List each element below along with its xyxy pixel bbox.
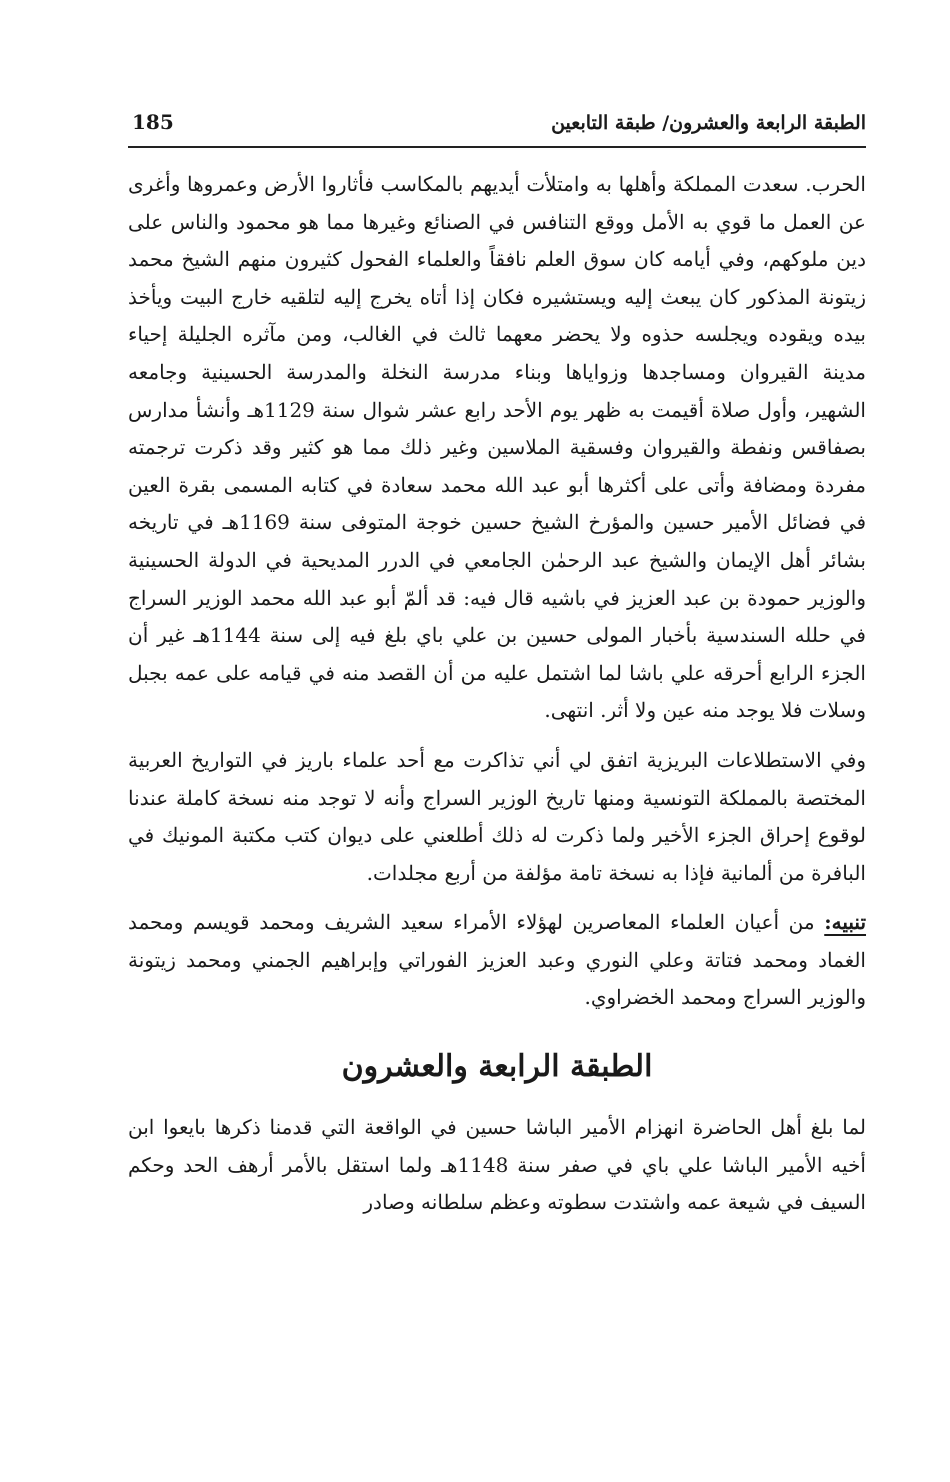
note-text: من أعيان العلماء المعاصرين لهؤلاء الأمراء سعيد الشريف ومحمد قويسم ومحمد الغماد ومحمد فتاتة وعلي النوري وعبد العزيز الفوراتي وإبراهيم الجمني ومحمد زيتونة والوزير السراج ومحمد الخضراوي. [128,910,866,1010]
page-number: 185 [132,110,174,134]
body-paragraph-2: وفي الاستطلاعات البريزية اتفق لي أني تذاكرت مع أحد علماء باريز في التواريخ العربية المختصة بالمملكة التونسية ومنها تاريخ الوزير السراج وأنه لا توجد منه نسخة كاملة عندنا لوقوع إحراق الجزء الأخير ولما ذكرت له ذلك أطلعني على ديوان كتب مكتبة المونيك في البافرة من ألمانية فإذا به نسخة تامة مؤلفة من أربع مجلدات. [128,747,866,885]
note-paragraph [128,904,866,1017]
note-label: تنبيه: [824,910,867,935]
running-title: الطبقة الرابعة والعشرون/ طبقة التابعين [551,112,866,134]
book-page [128,100,866,1420]
body-paragraph-1: الحرب. سعدت المملكة وأهلها به وامتلأت أيديهم بالمكاسب فأثاروا الأرض وعمروها وأغرى عن العمل ما قوي به الأمل ووقع التنافس في الصنائع وغيرها مما هو محمود والناس على دين ملوكهم، وفي أيامه كان سوق العلم نافقاً والعلماء الفحول كثيرون منهم الشيخ محمد زيتونة المذكور كان يبعث إليه ويستشيره فكان إذا أتاه يخرج إليه لتلقيه خارج البيت ويأخذ بيده ويقوده ويجلسه حذوه ولا يحضر معهما ثالث في الغالب، ومن مآثره الجليلة إحياء مدينة القيروان ومساجدها وزواياها وبناء مدرسة النخلة والمدرسة الحسينية وجامعه الشهير، وأول صلاة أقيمت به ظهر يوم الأحد رابع عشر شوال سنة 1129هـ وأنشأ مدارس بصفاقس ونفطة والقيروان وفسقية الملاسين وغير ذلك مما هو كثير وقد ذكرت ترجمته مفردة ومضافة وأتى على أكثرها أبو عبد الله محمد سعادة في كتابه المسمى بقرة العين في فضائل الأمير حسين والمؤرخ الشيخ حسين خوجة المتوفى سنة 1169هـ في تاريخه بشائر أهل الإيمان والشيخ عبد الرحمٰن الجامعي في الدرر المديحية في الدولة الحسينية والوزير حمودة بن عبد العزيز في باشيه قال فيه: قد ألمّ أبو عبد الله محمد الوزير السراج في حلله السندسية بأخبار المولى حسين بن علي باي بلغ فيه إلى سنة 1144هـ غير أن الجزء الرابع أحرقه علي باشا لما اشتمل عليه من أن القصد منه في قيامه على عمه بجبل وسلات فلا يوجد منه عين ولا أثر. انتهى. [128,172,866,723]
header-rule [128,146,866,148]
section-paragraph: لما بلغ أهل الحاضرة انهزام الأمير الباشا حسين في الواقعة التي قدمنا ذكرها بايعوا ابن أخيه الأمير الباشا علي باي في صفر سنة 1148هـ ولما استقل بالأمر أرهف الحد وحكم السيف في شيعة عمه واشتدت سطوته وعظم سلطانه وصادر [128,1115,866,1215]
page-body [128,166,866,1222]
section-heading: الطبقة الرابعة والعشرون [341,1049,653,1085]
page-header [128,100,866,140]
